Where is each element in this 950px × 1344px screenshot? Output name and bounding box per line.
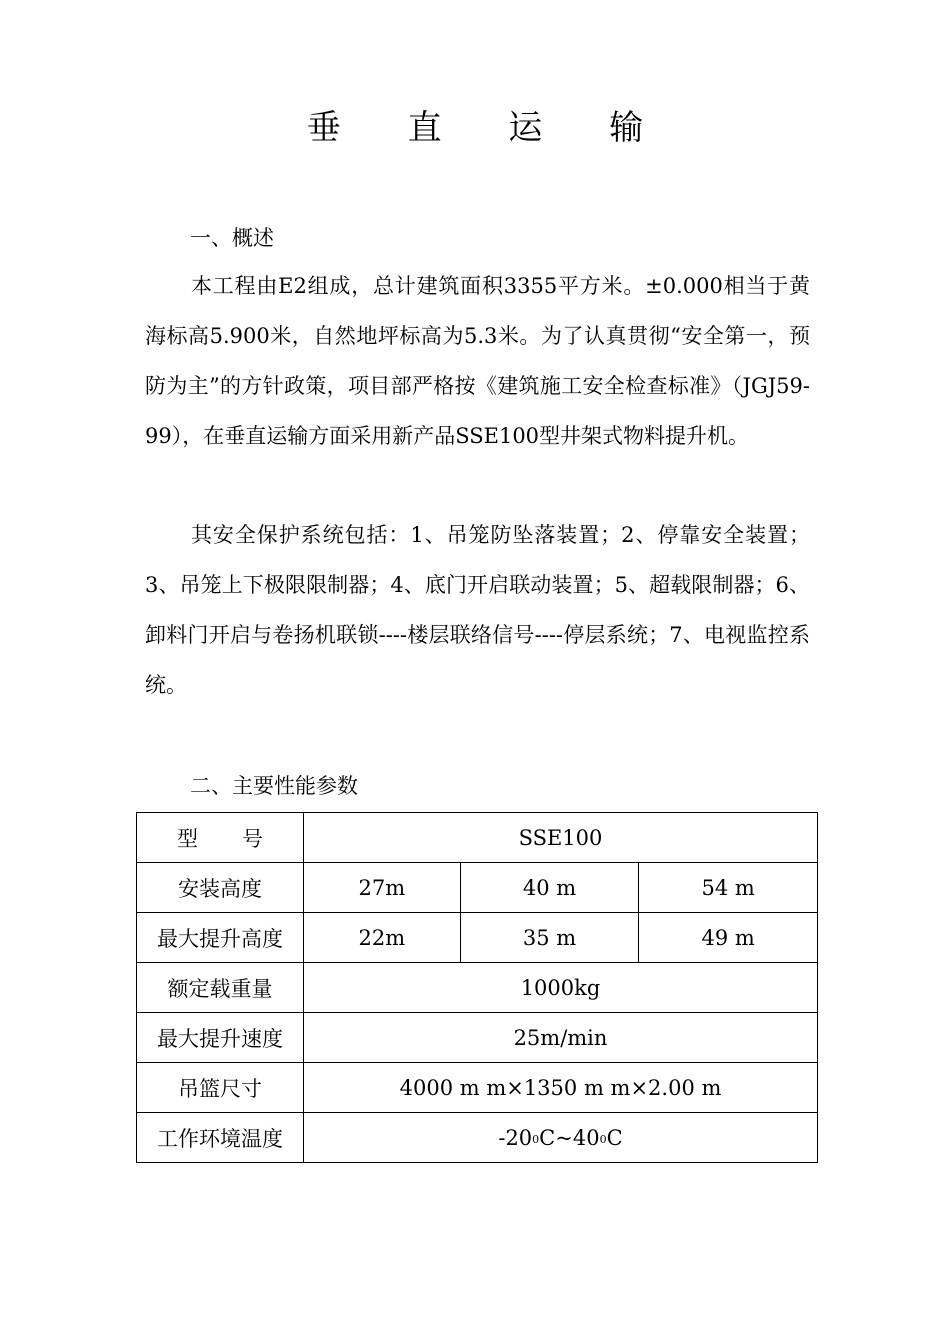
max-lift-speed-value-cell: 25m/min [304,1013,818,1063]
temperature-mid: C~40 [539,1125,600,1150]
temperature-high: C [606,1125,623,1150]
model-value-cell: SSE100 [304,813,818,863]
performance-parameters-table [136,812,818,1163]
table-row [137,813,818,863]
max-lift-height-label-cell: 最大提升高度 [137,913,304,963]
temperature-label-cell: 工作环境温度 [137,1113,304,1163]
max-lift-height-value-cell: 49 m [639,913,818,963]
install-height-value-cell: 40 m [460,863,639,913]
rated-load-label-cell: 额定载重量 [137,963,304,1013]
table-row [137,913,818,963]
table-row [137,863,818,913]
section-heading-overview: 一、概述 [190,226,274,250]
install-height-label-cell: 安装高度 [137,863,304,913]
rated-load-value-cell: 1000kg [304,963,818,1013]
basket-size-value-cell: 4000 m m×1350 m m×2.00 m [304,1063,818,1113]
table-row [137,963,818,1013]
document-title: 垂 直 运 输 [306,108,672,148]
overview-paragraph: 本工程由E2组成，总计建筑面积3355平方米。±0.000相当于黄海标高5.900米，自然地坪标高为5.3米。为了认真贯彻“安全第一，预防为主”的方针政策，项目部严格按《建筑施工安全检查标准》（JGJ59-99），在垂直运输方面采用新产品SSE100型井架式物料提升机。 [145,274,810,448]
max-lift-height-value-cell: 35 m [460,913,639,963]
temperature-value-cell [304,1113,818,1163]
degree-mark: 0 [532,1132,540,1146]
model-label-part: 号 [242,826,263,851]
max-lift-speed-label-cell: 最大提升速度 [137,1013,304,1063]
model-label-part: 型 [177,826,198,851]
table-row [137,1013,818,1063]
temperature-low: -20 [498,1125,533,1150]
table-row [137,1063,818,1113]
model-label-cell [137,813,304,863]
section-heading-parameters: 二、主要性能参数 [190,774,358,798]
max-lift-height-value-cell: 22m [304,913,461,963]
basket-size-label-cell: 吊篮尺寸 [137,1063,304,1113]
install-height-value-cell: 54 m [639,863,818,913]
install-height-value-cell: 27m [304,863,461,913]
safety-system-paragraph: 其安全保护系统包括：1、吊笼防坠落装置；2、停靠安全装置；3、吊笼上下极限限制器；4、底门开启联动装置；5、超载限制器；6、卸料门开启与卷扬机联锁----楼层联络信号----停层系统；7、电视监控系统。 [145,523,810,697]
degree-mark: 0 [599,1132,607,1146]
table-row [137,1113,818,1163]
